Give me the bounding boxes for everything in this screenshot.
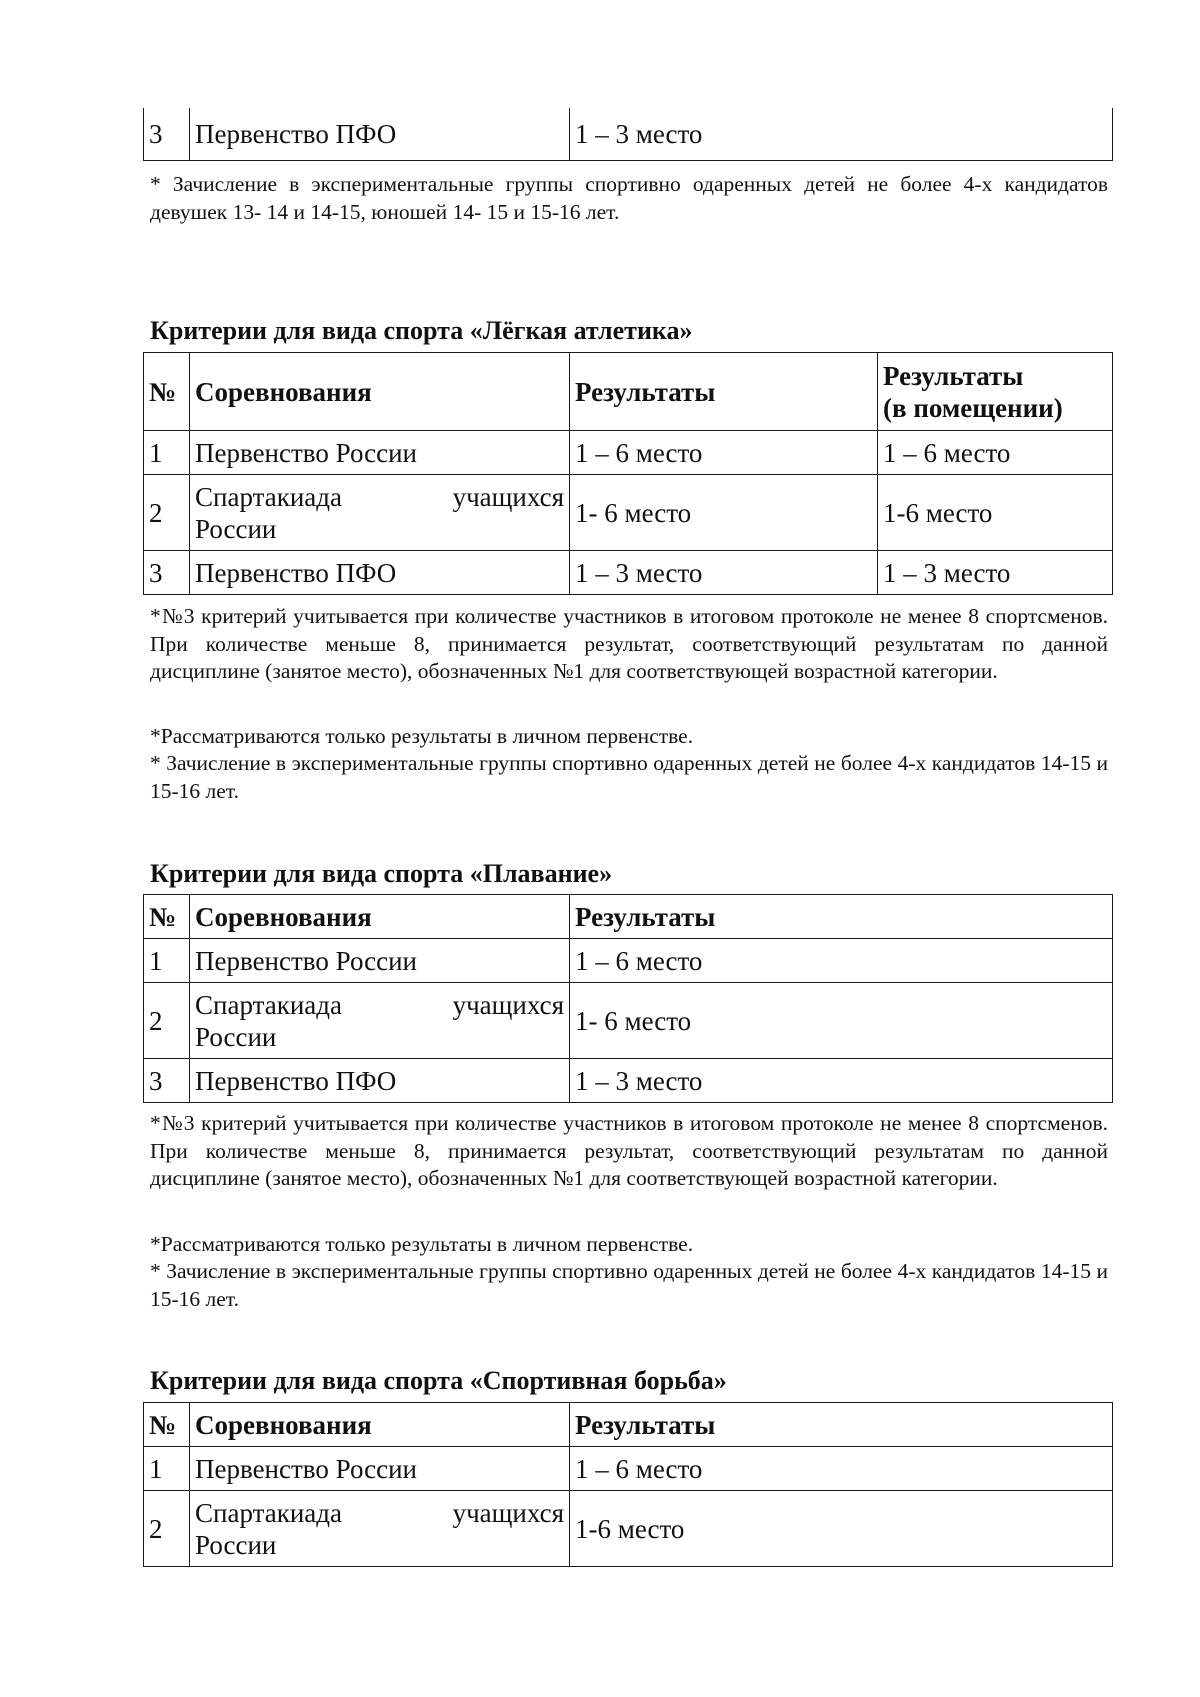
wrestling-table <box>143 1402 1113 1567</box>
competition-word: учащихся <box>452 1497 564 1528</box>
athletics-table <box>143 352 1113 595</box>
header-result-indoor <box>878 353 1113 431</box>
table-row <box>144 431 1113 475</box>
cell-result-indoor: 1 – 6 место <box>878 431 1113 475</box>
swimming-note-3: * Зачисление в экспериментальные группы спортивно одаренных детей не более 4-х кандидатов 14-15 и 15-16 лет. <box>150 1259 1108 1311</box>
swimming-note-1: *№3 критерий учитывается при количестве участников в итоговом протоколе не менее 8 спортсменов. При количестве меньше 8, принимается результат, соответствующий результатам по данной дисциплине (занятое место), обозначенных №1 для соответствующей возрастной категории. <box>150 1111 1108 1190</box>
header-num: № <box>144 895 190 939</box>
cell-competition: Первенство ПФО <box>190 551 570 595</box>
cell-num: 3 <box>144 108 190 160</box>
cell-competition: Первенство ПФО <box>190 108 570 160</box>
table-header-row <box>144 895 1113 939</box>
cell-num: 1 <box>144 431 190 475</box>
competition-word: Спартакиада <box>195 989 342 1020</box>
cell-result: 1-6 место <box>570 1491 1113 1567</box>
cell-competition: Первенство России <box>190 939 570 983</box>
table-row <box>144 1491 1113 1567</box>
cell-result-indoor: 1-6 место <box>878 475 1113 551</box>
cell-result: 1 – 6 место <box>570 1447 1113 1491</box>
cell-num: 2 <box>144 983 190 1059</box>
cell-competition <box>190 983 570 1059</box>
table-row <box>144 1059 1113 1103</box>
cell-result-indoor: 1 – 3 место <box>878 551 1113 595</box>
cell-competition: Первенство России <box>190 1447 570 1491</box>
header-num: № <box>144 353 190 431</box>
cell-result: 1- 6 место <box>570 983 1113 1059</box>
cell-competition: Первенство ПФО <box>190 1059 570 1103</box>
cell-num: 2 <box>144 475 190 551</box>
cell-num: 1 <box>144 939 190 983</box>
top-table <box>143 108 1113 161</box>
table-header-row <box>144 353 1113 431</box>
cell-result: 1 – 3 место <box>570 1059 1113 1103</box>
cell-result: 1 – 6 место <box>570 431 878 475</box>
table-header-row <box>144 1403 1113 1447</box>
header-result: Результаты <box>570 353 878 431</box>
table-row <box>144 939 1113 983</box>
athletics-note-2: *Рассматриваются только результаты в личном первенстве. <box>150 724 694 748</box>
table-row <box>144 108 1113 160</box>
swimming-table <box>143 894 1113 1103</box>
cell-result: 1 – 3 место <box>570 108 1113 160</box>
table-row <box>144 551 1113 595</box>
competition-word: учащихся <box>452 989 564 1020</box>
competition-line2: России <box>195 1021 277 1052</box>
athletics-heading: Критерии для вида спорта «Лёгкая атлетика» <box>150 316 693 345</box>
athletics-note-3: * Зачисление в экспериментальные группы спортивно одаренных детей не более 4-х кандидатов 14-15 и 15-16 лет. <box>150 751 1108 803</box>
competition-line2: России <box>195 513 277 544</box>
cell-competition: Первенство России <box>190 431 570 475</box>
competition-line2: России <box>195 1529 277 1560</box>
cell-result: 1- 6 место <box>570 475 878 551</box>
cell-result: 1 – 6 место <box>570 939 1113 983</box>
header-competition: Соревнования <box>190 1403 570 1447</box>
competition-word: Спартакиада <box>195 481 342 512</box>
athletics-note-1: *№3 критерий учитывается при количестве участников в итоговом протоколе не менее 8 спортсменов. При количестве меньше 8, принимается результат, соответствующий результатам по данной дисциплине (занятое место), обозначенных №1 для соответствующей возрастной категории. <box>150 604 1108 683</box>
top-note: * Зачисление в экспериментальные группы спортивно одаренных детей не более 4-х кандидатов девушек 13- 14 и 14-15, юношей 14- 15 и 15-16 лет. <box>150 172 1108 224</box>
header-num: № <box>144 1403 190 1447</box>
competition-word: Спартакиада <box>195 1497 342 1528</box>
header-competition: Соревнования <box>190 353 570 431</box>
table-row <box>144 475 1113 551</box>
cell-competition <box>190 475 570 551</box>
cell-num: 3 <box>144 551 190 595</box>
cell-competition <box>190 1491 570 1567</box>
header-competition: Соревнования <box>190 895 570 939</box>
cell-result: 1 – 3 место <box>570 551 878 595</box>
swimming-note-2: *Рассматриваются только результаты в личном первенстве. <box>150 1232 694 1256</box>
table-row <box>144 983 1113 1059</box>
header-result: Результаты <box>570 895 1113 939</box>
table-row <box>144 1447 1113 1491</box>
header-result-indoor-line1: Результаты <box>883 360 1024 391</box>
cell-num: 2 <box>144 1491 190 1567</box>
competition-word: учащихся <box>452 481 564 512</box>
swimming-heading: Критерии для вида спорта «Плавание» <box>150 859 613 888</box>
wrestling-heading: Критерии для вида спорта «Спортивная борьба» <box>150 1366 727 1395</box>
header-result-indoor-line2: (в помещении) <box>883 392 1063 423</box>
header-result: Результаты <box>570 1403 1113 1447</box>
cell-num: 1 <box>144 1447 190 1491</box>
cell-num: 3 <box>144 1059 190 1103</box>
